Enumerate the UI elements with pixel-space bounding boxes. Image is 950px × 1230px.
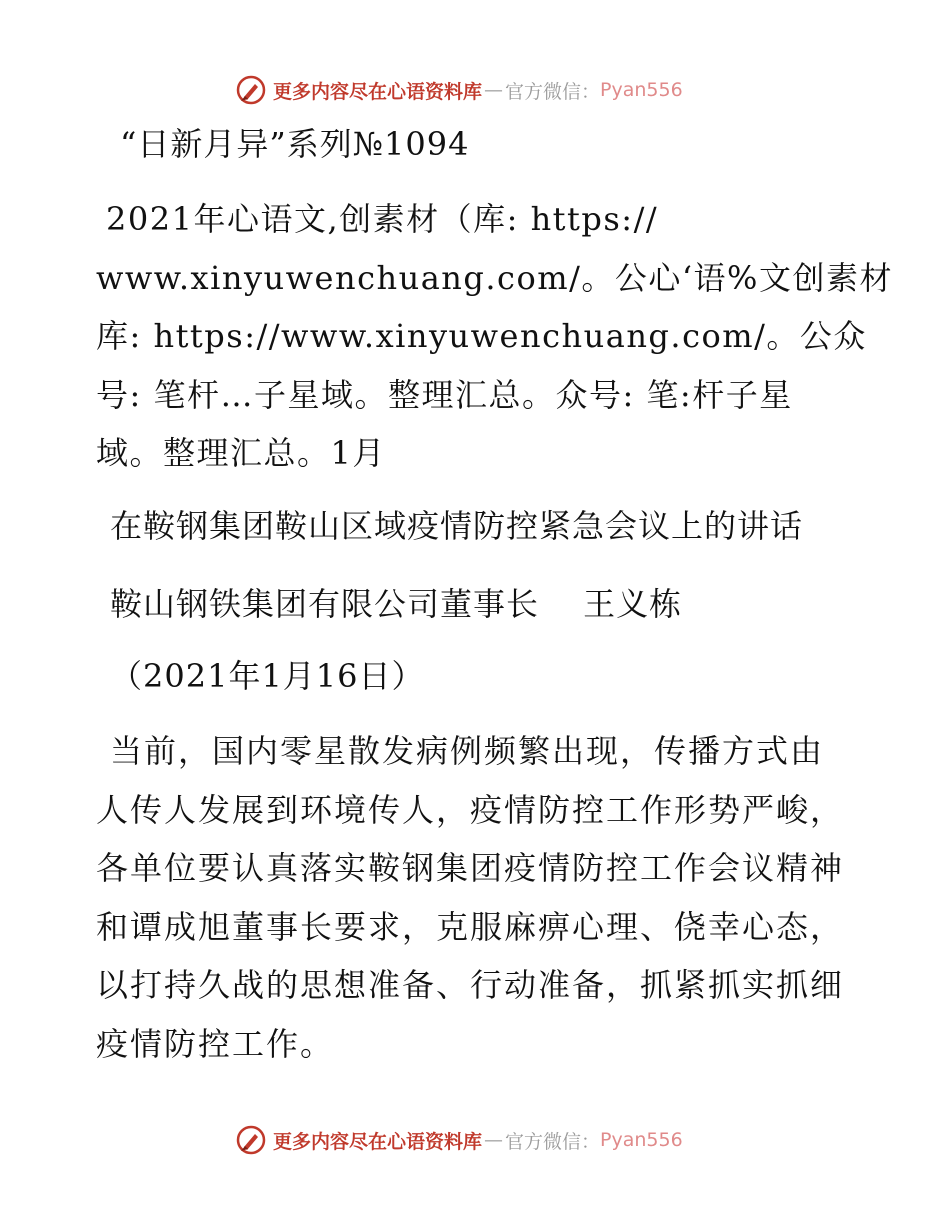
watermark-dash: — — [484, 1129, 504, 1151]
series-title: “日新月异”系列№1094 — [120, 125, 470, 163]
body-line: 当前，国内零星散发病例频繁出现，传播方式由 — [110, 732, 825, 770]
watermark-wechat-label: 官方微信： — [505, 1130, 601, 1153]
watermark-wechat-id: Pyan556 — [600, 79, 683, 101]
body-line: 人传人发展到环境传人，疫情防控工作形势严峻， — [96, 790, 845, 829]
body-paragraph — [96, 722, 856, 1073]
intro-line: 库: https://www.xinyuwenchuang.com/。公众 — [96, 317, 867, 355]
body-line: 以打持久战的思想准备、行动准备，抓紧抓实抓细 — [96, 966, 845, 1004]
intro-line: 2021年心语文,创素材（库: https:// — [106, 200, 659, 238]
watermark-dash: — — [484, 79, 504, 101]
intro-line: 域。整理汇总。1月 — [96, 434, 386, 472]
watermark-wechat-id: Pyan556 — [600, 1129, 683, 1151]
pen-logo-icon — [235, 74, 267, 106]
body-line: 疫情防控工作。 — [96, 1024, 335, 1063]
watermark-banner-bottom — [235, 1122, 683, 1158]
body-line: 各单位要认真落实鞍钢集团疫情防控工作会议精神 — [96, 849, 845, 887]
watermark-site-text: 更多内容尽在心语资料库 — [273, 80, 483, 103]
intro-line: www.xinyuwenchuang.com/。公心‘语%文创素材 — [96, 258, 893, 297]
speaker-line: 鞍山钢铁集团有限公司董事长 王义栋 — [110, 585, 683, 623]
watermark-site-text: 更多内容尽在心语资料库 — [273, 1130, 483, 1153]
watermark-banner-top — [235, 72, 683, 108]
intro-line: 号: 笔杆…子星域。整理汇总。众号: 笔:杆子星 — [96, 375, 793, 414]
watermark-wechat-label: 官方微信： — [505, 80, 601, 103]
speech-title: 在鞍钢集团鞍山区域疫情防控紧急会议上的讲话 — [110, 507, 804, 545]
intro-paragraph — [96, 190, 893, 483]
body-line: 和谭成旭董事长要求，克服麻痹心理、侥幸心态， — [96, 907, 845, 946]
speech-date: （2021年1月16日） — [110, 657, 425, 695]
pen-logo-icon — [235, 1124, 267, 1156]
